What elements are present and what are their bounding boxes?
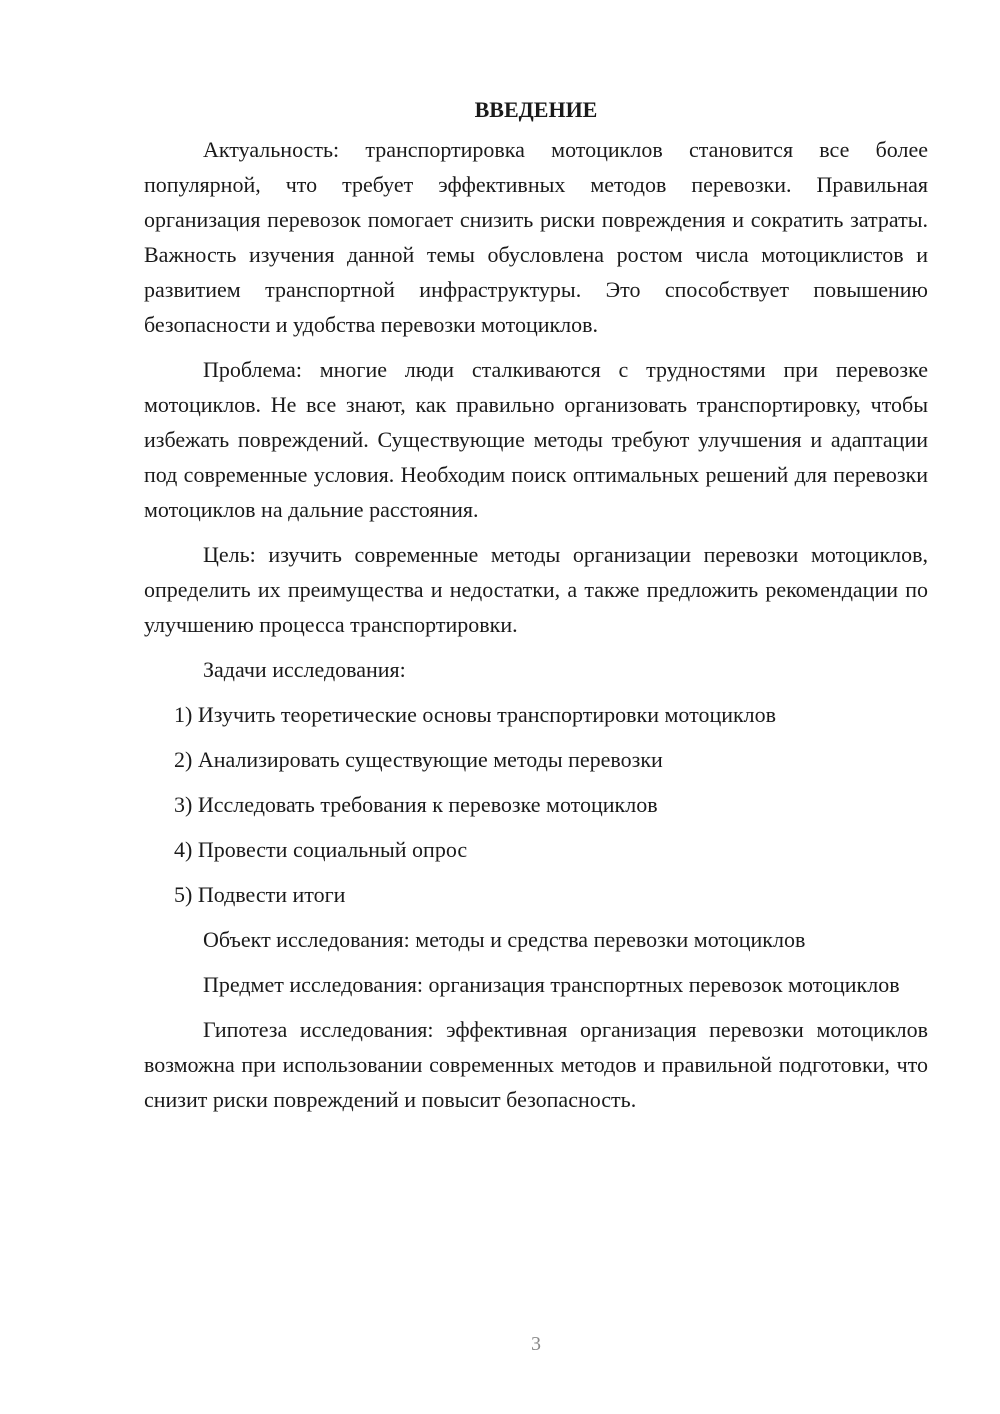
task-item: 2) Анализировать существующие методы перевозки bbox=[174, 747, 663, 772]
hypothesis-paragraph: Гипотеза исследования: эффективная организация перевозки мотоциклов возможна при использовании современных методов и правильной подготовки, что снизит риски повреждений и повысит безопасность. bbox=[144, 1017, 928, 1112]
goal-paragraph: Цель: изучить современные методы организации перевозки мотоциклов, определить их преимущества и недостатки, а также предложить рекомендации по улучшению процесса транспортировки. bbox=[144, 542, 928, 637]
problem-paragraph: Проблема: многие люди сталкиваются с трудностями при перевозке мотоциклов. Не все знают, как правильно организовать транспортировку, чтобы избежать повреждений. Существующие методы требуют улучшения и адаптации под современные условия. Необходим поиск оптимальных решений для перевозки мотоциклов на дальние расстояния. bbox=[144, 357, 928, 522]
task-item: 5) Подвести итоги bbox=[174, 882, 346, 907]
subject-paragraph: Предмет исследования: организация транспортных перевозок мотоциклов bbox=[203, 972, 900, 997]
page-number: 3 bbox=[531, 1333, 541, 1355]
task-item: 4) Провести социальный опрос bbox=[174, 837, 468, 862]
relevance-paragraph: Актуальность: транспортировка мотоциклов становится все более популярной, что требует эффективных методов перевозки. Правильная организация перевозок помогает снизить риски повреждения и сократить затраты. Важность изучения данной темы обусловлена ростом числа мотоциклистов и развитием транспортной инфраструктуры. Это способствует повышению безопасности и удобства перевозки мотоциклов. bbox=[144, 137, 928, 337]
task-item: 3) Исследовать требования к перевозке мотоциклов bbox=[174, 792, 658, 817]
tasks-heading: Задачи исследования: bbox=[203, 657, 406, 682]
tasks-list bbox=[144, 697, 928, 912]
object-paragraph: Объект исследования: методы и средства перевозки мотоциклов bbox=[203, 927, 806, 952]
task-item: 1) Изучить теоретические основы транспортировки мотоциклов bbox=[174, 702, 777, 727]
document-page bbox=[144, 94, 928, 1127]
page-title: ВВЕДЕНИЕ bbox=[474, 97, 598, 122]
